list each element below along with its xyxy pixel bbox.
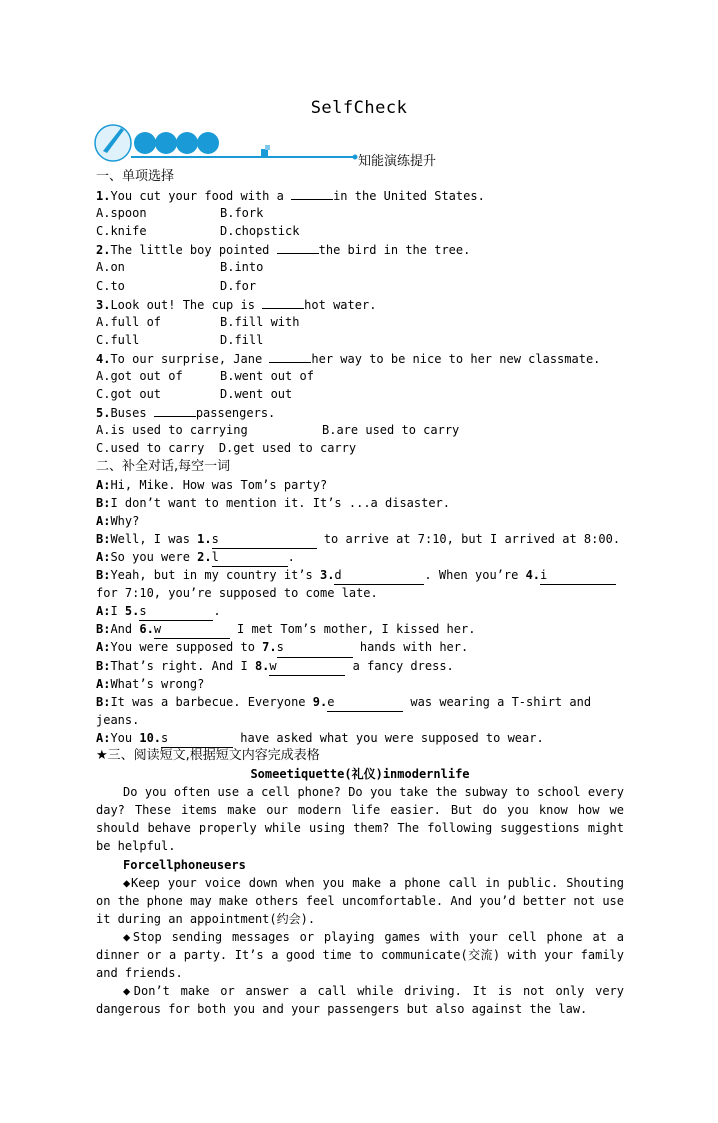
dialogue-line: B:It was a barbecue. Everyone 9.e was wearing a T-shirt and bbox=[96, 693, 624, 711]
banner-line-end bbox=[353, 155, 358, 160]
answer-blank[interactable]: s bbox=[277, 638, 353, 657]
option[interactable]: A.on bbox=[96, 260, 125, 275]
option[interactable]: A.spoon bbox=[96, 206, 147, 221]
question-3: 3.Look out! The cup is hot water. bbox=[96, 295, 624, 313]
banner-dot bbox=[155, 132, 177, 154]
answer-blank[interactable] bbox=[154, 403, 196, 417]
banner-dot bbox=[134, 132, 156, 154]
option[interactable]: B.fill with bbox=[220, 314, 300, 329]
option[interactable]: D.fill bbox=[220, 332, 264, 347]
banner-label: 知能演练提升 bbox=[358, 154, 437, 169]
question-5: 5.Buses passengers. bbox=[96, 403, 624, 421]
options-row bbox=[96, 258, 624, 276]
answer-blank[interactable]: l bbox=[212, 548, 288, 567]
dialogue-line: A:So you were 2.l . bbox=[96, 548, 624, 566]
option[interactable]: C.got out bbox=[96, 387, 162, 402]
answer-blank[interactable]: i bbox=[540, 566, 616, 585]
option[interactable]: A.got out of bbox=[96, 369, 183, 384]
article-title: Someetiquette(礼仪)inmodernlife bbox=[250, 767, 470, 782]
dialogue-line: A:I 5.s . bbox=[96, 602, 624, 620]
option[interactable]: C.full bbox=[96, 332, 140, 347]
dialogue-line: for 7:10, you’re supposed to come late. bbox=[96, 586, 378, 601]
option[interactable]: D.chopstick bbox=[220, 224, 300, 239]
answer-blank[interactable]: s bbox=[161, 729, 233, 748]
options-row bbox=[96, 331, 624, 349]
answer-blank[interactable] bbox=[291, 186, 333, 200]
dialogue-line: B:I don’t want to mention it. It’s ...a disaster. bbox=[96, 495, 451, 510]
option[interactable]: C.to bbox=[96, 278, 125, 293]
dialogue-line: B:And 6.w I met Tom’s mother, I kissed her. bbox=[96, 620, 624, 638]
dialogue-line: A:Why? bbox=[96, 513, 140, 528]
dialogue-line: B:That’s right. And I 8.w a fancy dress. bbox=[96, 657, 624, 675]
option[interactable]: B.are used to carry bbox=[322, 423, 460, 438]
option[interactable]: B.went out of bbox=[220, 369, 314, 384]
options-row bbox=[96, 421, 624, 439]
option[interactable]: C.used to carry bbox=[96, 441, 205, 456]
options-row bbox=[96, 222, 624, 240]
dialogue-line: jeans. bbox=[96, 712, 140, 727]
answer-blank[interactable]: e bbox=[327, 693, 403, 712]
question-1: 1.You cut your food with a in the United States. bbox=[96, 186, 624, 204]
dialogue-line: A:You 10.s have asked what you were supposed to wear. bbox=[96, 729, 624, 747]
options-row bbox=[96, 385, 624, 403]
answer-blank[interactable]: w bbox=[269, 657, 345, 676]
option[interactable]: D.get used to carry bbox=[218, 441, 357, 456]
section-heading: 二、补全对话,每空一词 bbox=[96, 458, 231, 474]
option[interactable]: C.knife bbox=[96, 224, 147, 239]
article-subheading: Forcellphoneusers bbox=[123, 857, 246, 872]
section-heading: ★三、阅读短文,根据短文内容完成表格 bbox=[96, 748, 320, 763]
option[interactable]: D.went out bbox=[220, 387, 293, 402]
options-row bbox=[96, 367, 624, 385]
option[interactable]: A.full of bbox=[96, 314, 162, 329]
banner-dot bbox=[176, 132, 198, 154]
option[interactable]: B.into bbox=[220, 260, 264, 275]
option[interactable]: D.for bbox=[220, 278, 257, 293]
banner-square bbox=[261, 149, 268, 156]
question-4: 4.To our surprise, Jane her way to be nice to her new classmate. bbox=[96, 349, 624, 367]
answer-blank[interactable] bbox=[277, 240, 319, 254]
article-bullet: ◆Keep your voice down when you make a phone call in public. Shouting on the phone may make others feel uncomfortable. And you’d better not use it during an appointment(约会). bbox=[96, 875, 624, 926]
page-title: SelfCheck bbox=[310, 98, 408, 118]
option[interactable]: A.is used to carrying bbox=[96, 423, 248, 438]
article-paragraph: Do you often use a cell phone? Do you take the subway to school every day? These items make our modern life easier. But do you know how we should behave properly while using them? The following suggestions might be helpful. bbox=[96, 785, 624, 854]
dialogue-line: A:Hi, Mike. How was Tom’s party? bbox=[96, 477, 328, 492]
dialogue-line: A:You were supposed to 7.s hands with her. bbox=[96, 638, 624, 656]
dialogue-line: B:Well, I was 1.s to arrive at 7:10, but I arrived at 8:00. bbox=[96, 530, 624, 548]
article-bullet: ◆Don’t make or answer a call while driving. It is not only very dangerous for both you and your passengers but also against the law. bbox=[96, 984, 624, 1017]
answer-blank[interactable]: w bbox=[154, 620, 230, 639]
answer-blank[interactable] bbox=[262, 295, 304, 309]
options-row bbox=[96, 439, 624, 457]
options-row bbox=[96, 204, 624, 222]
section-heading: 一、单项选择 bbox=[96, 169, 175, 184]
answer-blank[interactable]: d bbox=[334, 566, 424, 585]
question-2: 2.The little boy pointed the bird in the tree. bbox=[96, 240, 624, 258]
answer-blank[interactable]: s bbox=[139, 602, 213, 621]
dialogue-line: A:What’s wrong? bbox=[96, 676, 205, 691]
options-row bbox=[96, 313, 624, 331]
option[interactable]: B.fork bbox=[220, 206, 264, 221]
content bbox=[96, 168, 624, 1018]
answer-blank[interactable] bbox=[269, 349, 311, 363]
banner-dot bbox=[197, 132, 219, 154]
article-bullet: ◆Stop sending messages or playing games with your cell phone at a dinner or a party. It’s a good time to communicate(交流) with your family and friends. bbox=[96, 929, 624, 981]
answer-blank[interactable]: s bbox=[212, 530, 317, 549]
dialogue-line: B:Yeah, but in my country it’s 3.d . When you’re 4.i bbox=[96, 566, 624, 584]
options-row bbox=[96, 277, 624, 295]
banner-square bbox=[265, 145, 270, 150]
